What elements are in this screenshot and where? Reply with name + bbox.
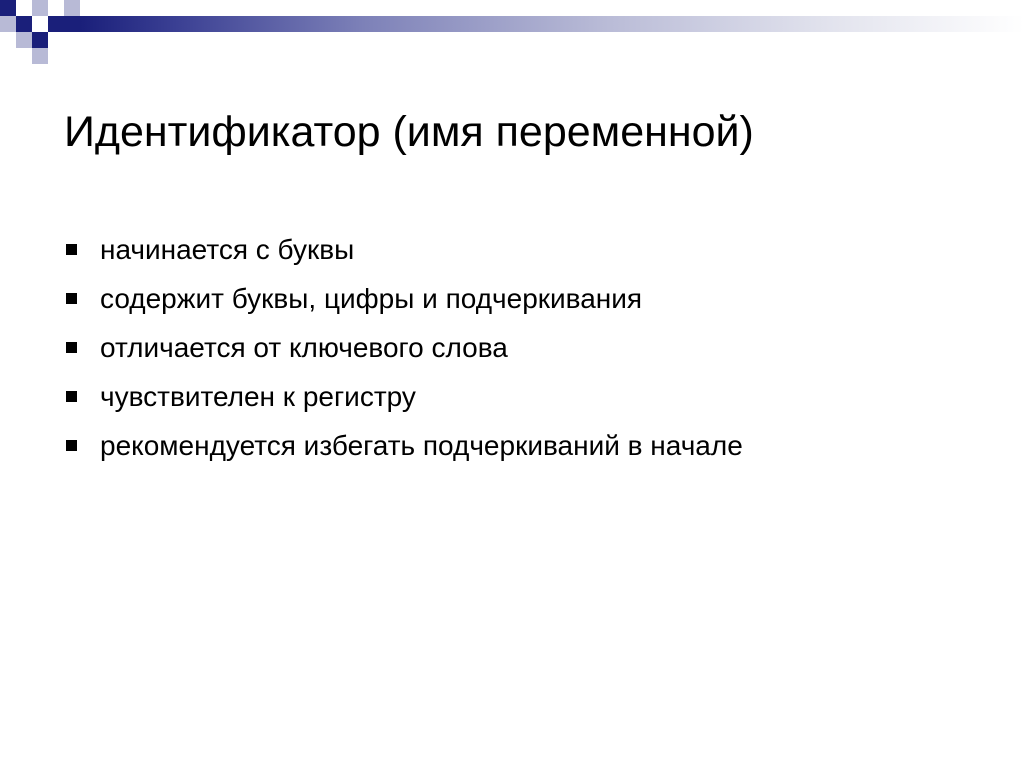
bullet-item: [64, 326, 964, 375]
square-bullet-icon: [66, 244, 77, 255]
bullet-text: рекомендуется избегать подчеркиваний в начале: [100, 430, 743, 461]
deco-square: [0, 32, 16, 48]
deco-square: [16, 32, 32, 48]
deco-square: [0, 16, 16, 32]
square-bullet-icon: [66, 342, 77, 353]
bullet-text: чувствителен к регистру: [100, 381, 416, 412]
square-bullet-icon: [66, 293, 77, 304]
deco-square: [32, 48, 48, 64]
deco-square: [64, 16, 80, 32]
bullet-text: начинается с буквы: [100, 234, 355, 265]
bullet-list: [64, 228, 964, 473]
slide-title: Идентификатор (имя переменной): [64, 108, 754, 156]
deco-square: [32, 16, 48, 32]
square-bullet-icon: [66, 391, 77, 402]
header-decoration: [0, 0, 1024, 64]
deco-square: [16, 0, 32, 16]
deco-square: [48, 32, 64, 48]
deco-square: [48, 0, 64, 16]
bullet-item: [64, 277, 964, 326]
deco-square: [48, 16, 64, 32]
bullet-item: [64, 228, 964, 277]
bullet-text: содержит буквы, цифры и подчеркивания: [100, 283, 643, 314]
deco-square: [32, 32, 48, 48]
deco-square: [32, 0, 48, 16]
deco-square: [64, 0, 80, 16]
deco-square: [16, 16, 32, 32]
bullet-item: [64, 424, 964, 473]
bullet-item: [64, 375, 964, 424]
square-bullet-icon: [66, 440, 77, 451]
deco-square: [0, 0, 16, 16]
header-gradient-bar: [80, 16, 1024, 32]
bullet-text: отличается от ключевого слова: [100, 332, 508, 363]
